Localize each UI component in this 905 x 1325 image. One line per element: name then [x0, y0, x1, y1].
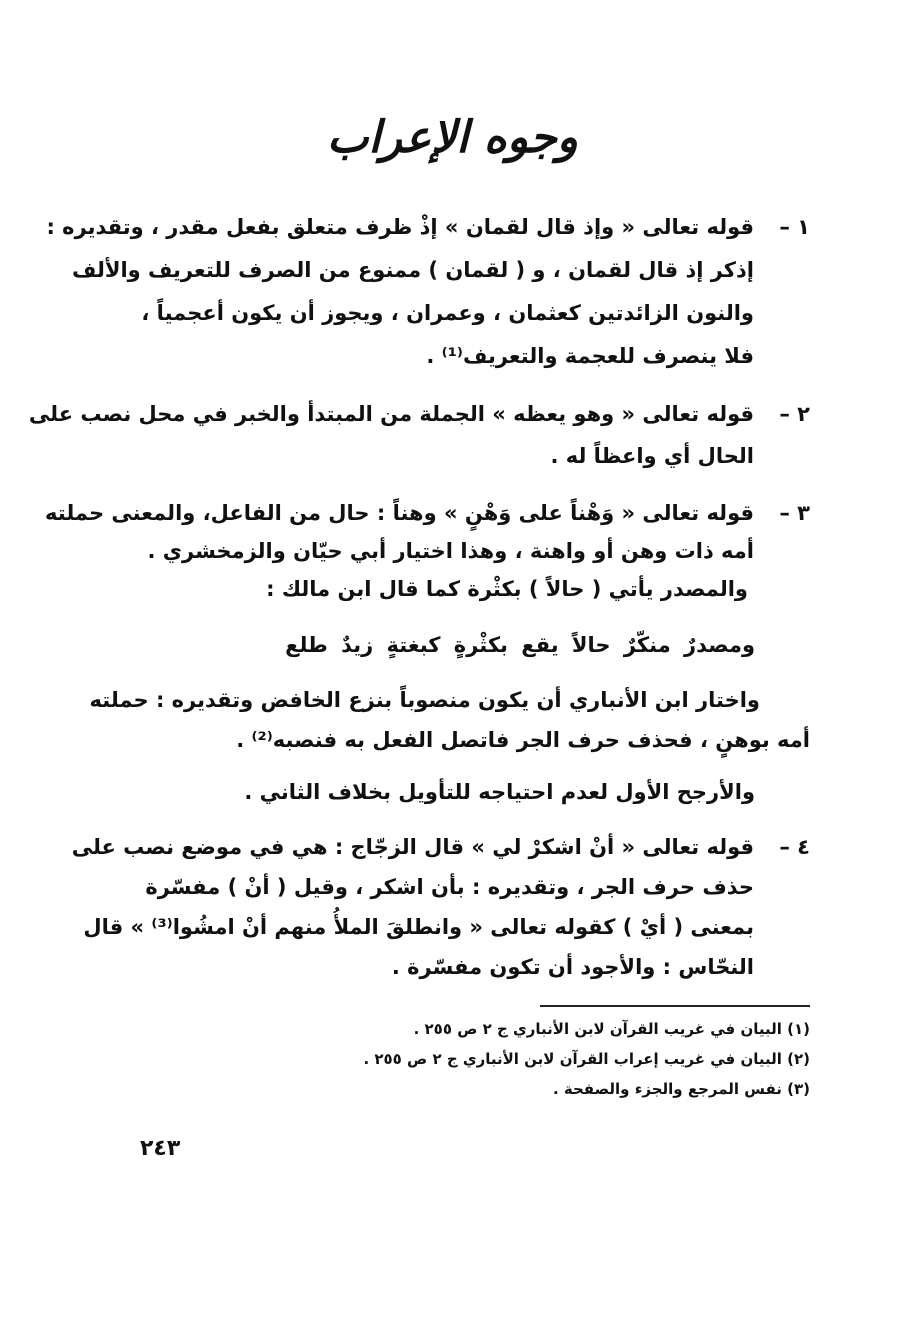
text-line: والنون الزائدتين كعثمان ، وعمران ، ويجوز أن يكون أعجمياً ،: [141, 301, 754, 325]
text-line: أمه بوهنٍ ، فحذف حرف الجر فاتصل الفعل به فنصبه⁽²⁾ .: [236, 728, 810, 752]
verse-line: ومصدرٌ منكّرٌ حالاً يقع بكثْرةٍ كبغتةٍ زيدٌ طلع: [285, 633, 755, 657]
footnote-1: (١) البيان في غريب القرآن لابن الأنباري ج ٢ ص ٢٥٥ .: [413, 1020, 810, 1038]
text-line: إذكر إذ قال لقمان ، و ( لقمان ) ممنوع من الصرف للتعريف والألف: [71, 258, 754, 282]
paragraph-3: [45, 501, 810, 611]
paragraph-number: ٣ –: [779, 501, 810, 525]
text-line: فلا ينصرف للعجمة والتعريف⁽¹⁾ .: [426, 344, 754, 368]
paragraph-number: ٢ –: [779, 402, 810, 426]
text-line: والمصدر يأتي ( حالاً ) بكثْرة كما قال ابن مالك :: [266, 577, 748, 601]
text-line: حذف حرف الجر ، وتقديره : بأن اشكر ، وقيل ( أنْ ) مفسّرة: [145, 875, 754, 899]
page-number: ٢٤٣: [140, 1136, 181, 1161]
text-line: الحال أي واعظاً له .: [550, 444, 754, 468]
text-line: قوله تعالى « وإذ قال لقمان » إذْ ظرف متعلق بفعل مقدر ، وتقديره :: [46, 215, 754, 239]
text-line: أمه ذات وهن أو واهنة ، وهذا اختيار أبي حيّان والزمخشري .: [147, 539, 754, 563]
text-line: بمعنى ( أيْ ) كقوله تعالى « وانطلقَ الملأُ منهم أنْ امشُوا⁽³⁾ » قال: [83, 915, 754, 939]
text-line: النحّاس : والأجود أن تكون مفسّرة .: [391, 955, 754, 979]
paragraph-number: ٤ –: [779, 835, 810, 859]
text-line: واختار ابن الأنباري أن يكون منصوباً بنزع الخافض وتقديره : حملته: [89, 688, 760, 712]
footnote-2: (٢) البيان في غريب إعراب القرآن لابن الأنباري ج ٢ ص ٢٥٥ .: [363, 1050, 810, 1068]
text-line: قوله تعالى « وَهْناً على وَهْنٍ » وهناً : حال من الفاعل، والمعنى حملته: [45, 501, 754, 525]
paragraph-number: ١ –: [779, 215, 810, 239]
page-title: وجوه الإعراب: [326, 112, 579, 163]
paragraph-1: [46, 215, 810, 375]
text-line: قوله تعالى « وهو يعظه » الجملة من المبتدأ والخبر في محل نصب على: [28, 402, 754, 426]
text-line: والأرجح الأول لعدم احتياجه للتأويل بخلاف الثاني .: [244, 780, 755, 804]
footnote-divider: [540, 1005, 810, 1007]
paragraph-2: [28, 402, 810, 482]
text-line: قوله تعالى « أنْ اشكرْ لي » قال الزجّاج : هي في موضع نصب على: [71, 835, 754, 859]
footnote-3: (٣) نفس المرجع والجزء والصفحة .: [552, 1080, 810, 1098]
paragraph-4: [71, 835, 810, 995]
